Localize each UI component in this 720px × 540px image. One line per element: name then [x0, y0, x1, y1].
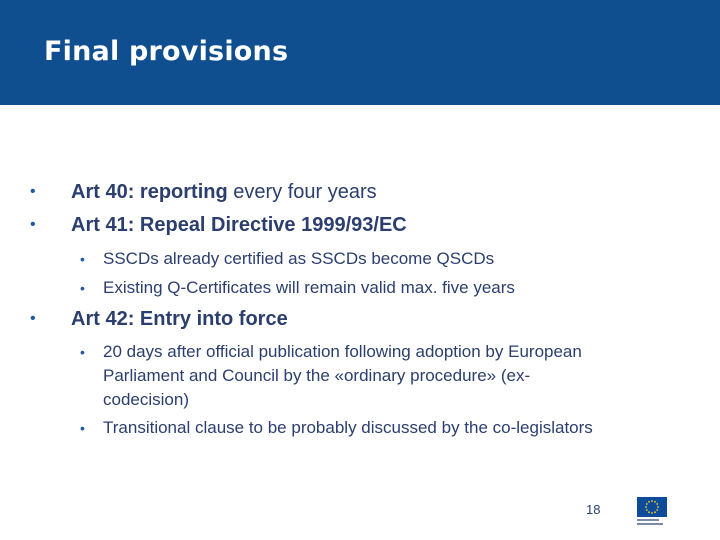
eu-flag-icon — [637, 497, 667, 517]
sub-bullet-text: SSCDs already certified as SSCDs become QSCDs — [103, 249, 495, 268]
bullet-dot: • — [80, 420, 85, 436]
sub-bullet-text: Existing Q-Certificates will remain valid max. five years — [103, 278, 515, 297]
bullet-rest: every four years — [227, 181, 377, 203]
bullet-dot: • — [80, 344, 85, 360]
sub-bullet-text-line-3: codecision) — [103, 390, 189, 409]
sub-bullet-text: Transitional clause to be probably discussed by the co-legislators — [103, 418, 593, 437]
bullet-strong: Art 40: reporting — [71, 181, 228, 203]
sub-bullet-text-line-1: 20 days after official publication following adoption by European — [103, 342, 582, 361]
bullet-dot: • — [30, 310, 36, 327]
slide-title: Final provisions — [44, 36, 289, 67]
page-number: 18 — [586, 502, 601, 517]
bullet-strong: Art 42: Entry into force — [71, 308, 288, 330]
european-commission-logo — [637, 497, 667, 529]
bullet-dot: • — [80, 280, 85, 296]
bullet-dot: • — [30, 183, 36, 200]
sub-bullet-text-line-2: Parliament and Council by the «ordinary procedure» (ex- — [103, 366, 531, 385]
bullet-dot: • — [30, 216, 36, 233]
bullet-dot: • — [80, 251, 85, 267]
bullet-strong: Art 41: Repeal Directive 1999/93/EC — [71, 214, 407, 236]
